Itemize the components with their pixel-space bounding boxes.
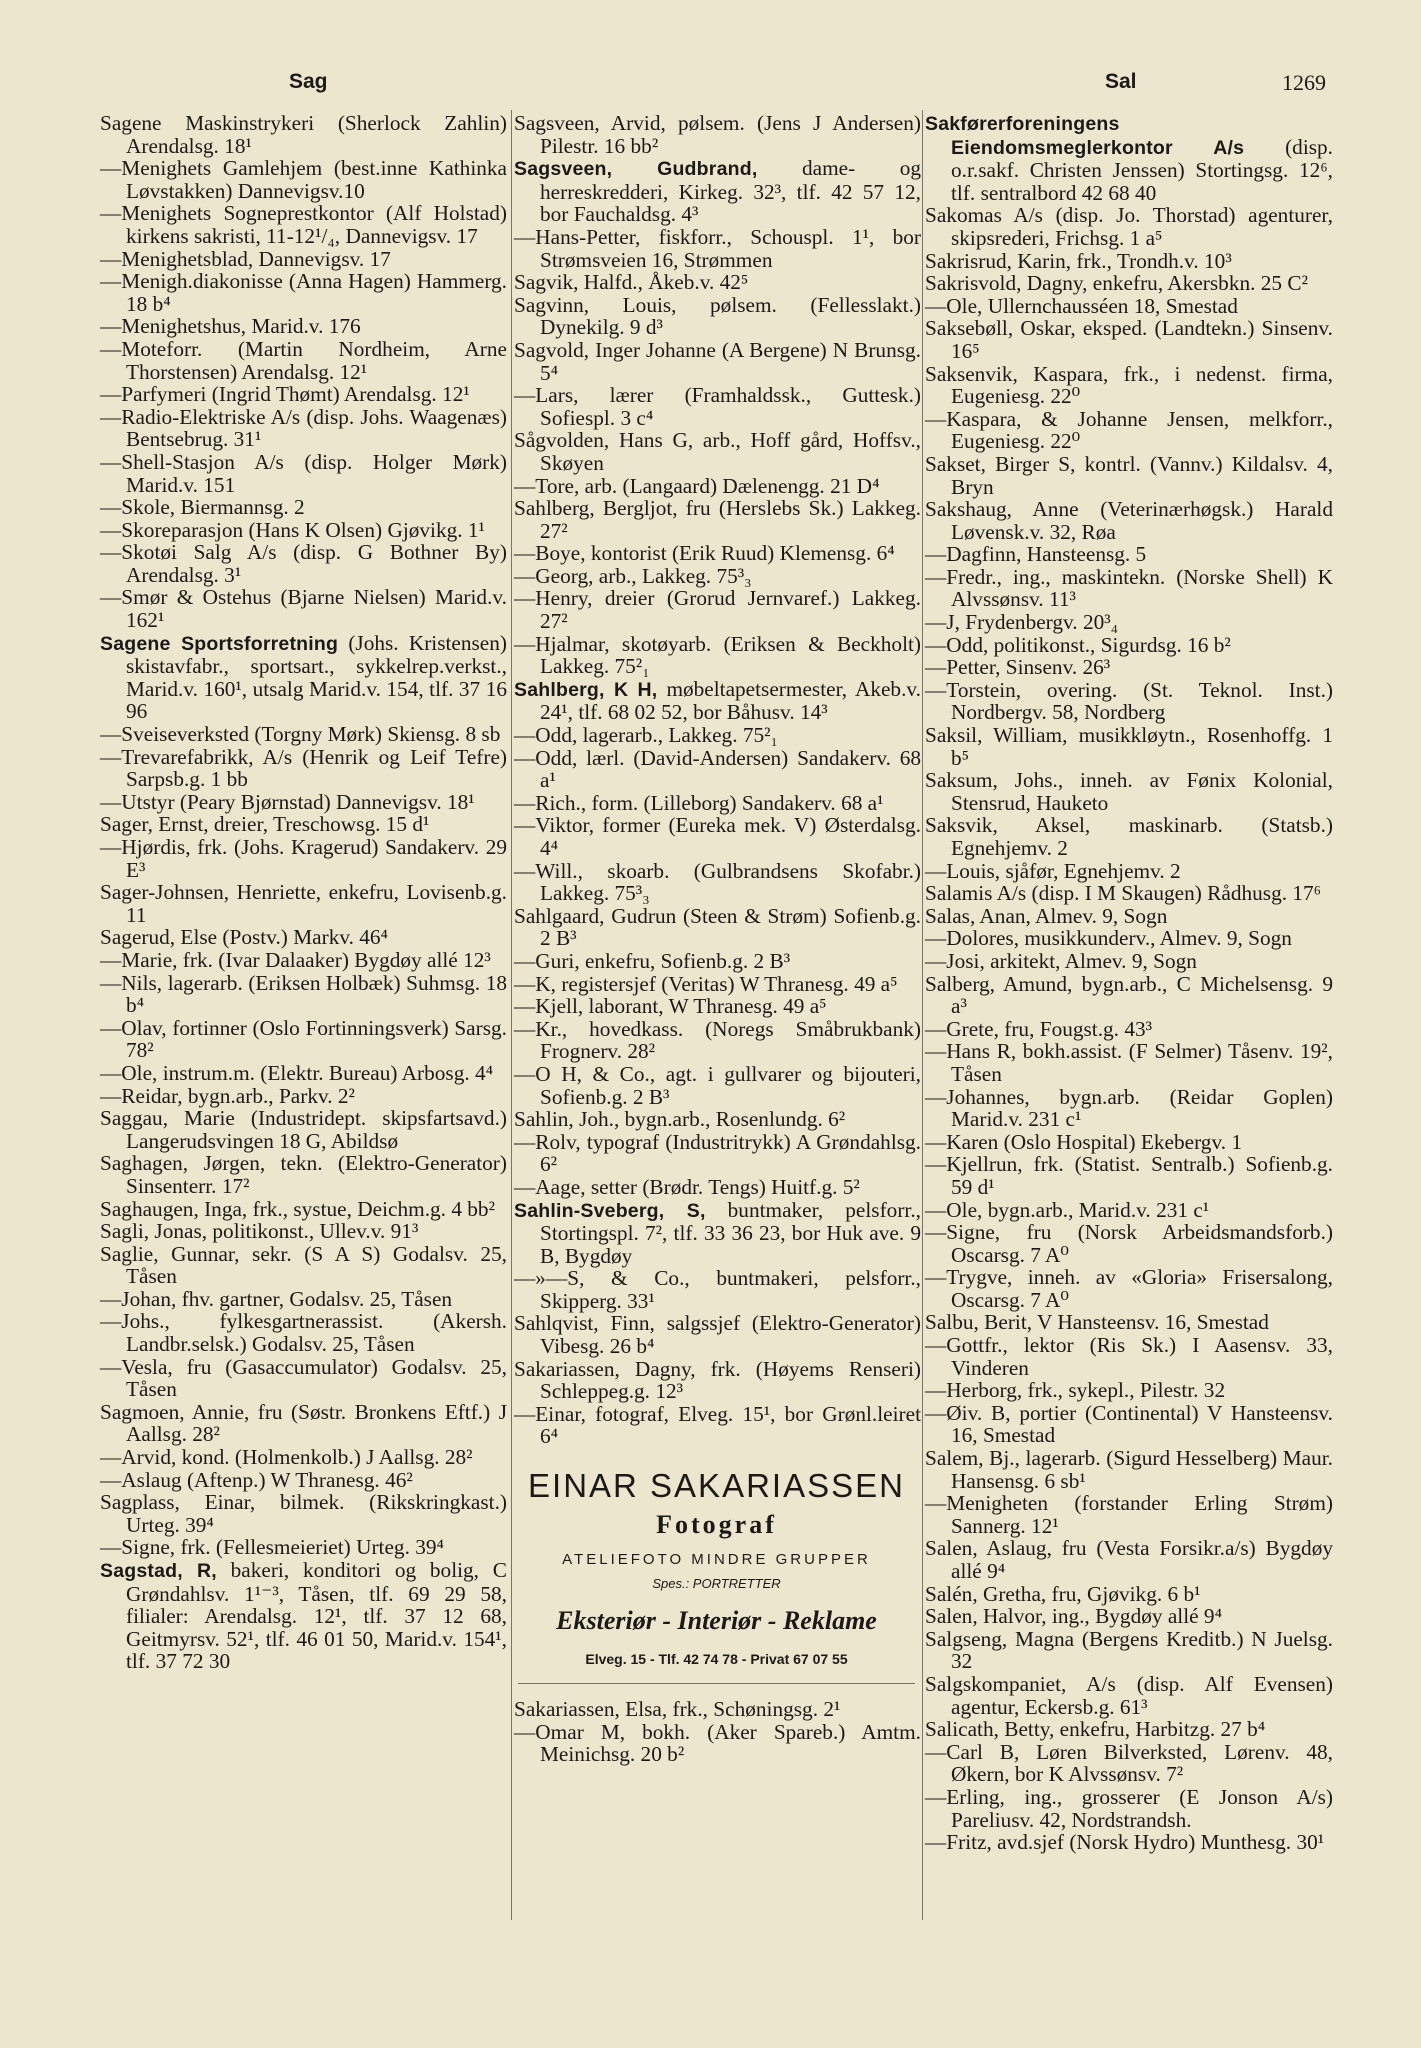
directory-entry: —Aage, setter (Brødr. Tengs) Huitf.g. 5²	[514, 1174, 860, 1199]
directory-entry: —Herborg, frk., sykepl., Pilestr. 32	[925, 1378, 1226, 1403]
directory-entry: Sahlberg, K H, møbeltapetsermester, Akeb.v. 24¹, tlf. 68 02 52, bor Båhusv. 14³	[514, 676, 921, 725]
directory-entry: —Gottfr., lektor (Ris Sk.) I Aasensv. 33, Vinderen	[925, 1333, 1333, 1380]
directory-entry: —Hans-Petter, fiskforr., Schouspl. 1¹, bor Strømsveien 16, Strømmen	[514, 224, 921, 272]
directory-entry: Sakomas A/s (disp. Jo. Thorstad) agenturer, skipsrederi, Frichsg. 1 a⁵	[925, 203, 1333, 250]
directory-entry: Saghaugen, Inga, frk., systue, Deichm.g. 4 bb²	[100, 1196, 495, 1221]
directory-entry: Saggau, Marie (Industridept. skipsfartsavd.) Langerudsvingen 18 G, Abildsø	[100, 1106, 507, 1153]
directory-entry: —Ole, Ullernchausséen 18, Smestad	[925, 293, 1238, 318]
directory-entry: Saksenvik, Kaspara, frk., i nedenst. firma, Eugeniesg. 22⁰	[925, 361, 1333, 409]
directory-entry: —Georg, arb., Lakkeg. 75³₃	[514, 563, 752, 588]
directory-entry: —Petter, Sinsenv. 26³	[925, 655, 1111, 680]
directory-entry: Salen, Aslaug, fru (Vesta Forsikr.a/s) Bygdøy allé 9⁴	[925, 1536, 1333, 1583]
directory-entry: Salem, Bj., lagerarb. (Sigurd Hesselberg) Maur. Hansensg. 6 sb¹	[925, 1446, 1333, 1493]
directory-entry: —Menigheten (forstander Erling Strøm) Sannerg. 12¹	[925, 1491, 1333, 1538]
directory-entry: —Signe, frk. (Fellesmeieriet) Urteg. 39⁴	[100, 1535, 444, 1560]
directory-entry: —Smør & Ostehus (Bjarne Nielsen) Marid.v. 162¹	[100, 585, 507, 633]
directory-entry: —Trevarefabrikk, A/s (Henrik og Leif Tefre) Sarpsb.g. 1 bb	[100, 744, 507, 792]
directory-entry: —Reidar, bygn.arb., Parkv. 2²	[100, 1083, 355, 1108]
directory-entry: —Ole, instrum.m. (Elektr. Bureau) Arbosg. 4⁴	[100, 1060, 494, 1085]
column-1	[100, 112, 507, 1673]
directory-entry: —Johannes, bygn.arb. (Reidar Goplen) Marid.v. 231 c¹	[925, 1084, 1333, 1132]
directory-entry: Sagerud, Else (Postv.) Markv. 46⁴	[100, 925, 388, 950]
directory-entry: —Nils, lagerarb. (Eriksen Holbæk) Suhmsg. 18 b⁴	[100, 970, 507, 1018]
directory-entry: Sakshaug, Anne (Veterinærhøgsk.) Harald Løvensk.v. 32, Røa	[925, 497, 1333, 544]
directory-entry: Saksebøll, Oskar, eksped. (Landtekn.) Sinsenv. 16⁵	[925, 316, 1333, 363]
column-3	[925, 112, 1333, 1854]
directory-entry: —Parfymeri (Ingrid Thømt) Arendalsg. 12¹	[100, 382, 470, 407]
directory-entry: Salbu, Berit, V Hansteensv. 16, Smestad	[925, 1310, 1269, 1335]
directory-entry: —Fritz, avd.sjef (Norsk Hydro) Munthesg. 30¹	[925, 1830, 1325, 1855]
directory-entry: —Menigh.diakonisse (Anna Hagen) Hammerg. 18 b⁴	[100, 269, 507, 316]
directory-entry: Salén, Gretha, fru, Gjøvikg. 6 b¹	[925, 1581, 1201, 1606]
directory-entry: Sakset, Birger S, kontrl. (Vannv.) Kildalsv. 4, Bryn	[925, 451, 1333, 499]
directory-entry: —Olav, fortinner (Oslo Fortinningsverk) Sarsg. 78²	[100, 1015, 507, 1063]
directory-entry: —Trygve, inneh. av «Gloria» Frisersalong, Oscarsg. 7 A⁰	[925, 1265, 1333, 1312]
directory-entry: Sahlgaard, Gudrun (Steen & Strøm) Sofienb.g. 2 B³	[514, 903, 921, 951]
directory-entry: —Vesla, fru (Gasaccumulator) Godalsv. 25, Tåsen	[100, 1354, 507, 1402]
directory-entry: —Will., skoarb. (Gulbrandsens Skofabr.) Lakkeg. 75³₃	[514, 858, 921, 906]
column-2	[514, 112, 921, 1766]
directory-entry: Sakrisrud, Karin, frk., Trondh.v. 10³	[925, 248, 1232, 273]
directory-entry: Sager-Johnsen, Henriette, enkefru, Lovisenb.g. 11	[100, 880, 507, 927]
directory-entry: —Marie, frk. (Ivar Dalaaker) Bygdøy allé 12³	[100, 947, 491, 972]
directory-entry: —Skole, Biermannsg. 2	[100, 495, 305, 520]
directory-entry: —Fredr., ing., maskintekn. (Norske Shell) K Alvssønsv. 11³	[925, 564, 1333, 612]
directory-entry: —Carl B, Løren Bilverksted, Lørenv. 48, Økern, bor K Alvssønsv. 7²	[925, 1739, 1333, 1787]
directory-entry: Sagplass, Einar, bilmek. (Rikskringkast.) Urteg. 39⁴	[100, 1490, 507, 1537]
directory-entry: —Omar M, bokh. (Aker Spareb.) Amtm. Meinichsg. 20 b²	[514, 1719, 921, 1767]
directory-entry: —Kjellrun, frk. (Statist. Sentralb.) Sofienb.g. 59 d¹	[925, 1152, 1333, 1199]
directory-entry: —Hjørdis, frk. (Johs. Kragerud) Sandakerv. 29 E³	[100, 835, 507, 882]
directory-entry: Sagli, Jonas, politikonst., Ullev.v. 91³	[100, 1219, 419, 1244]
ad-contact: Elveg. 15 - Tlf. 42 74 78 - Privat 67 07 55	[585, 1651, 848, 1668]
directory-entry: Sakrisvold, Dagny, enkefru, Akersbkn. 25 C²	[925, 271, 1308, 296]
directory-entry: —Erling, ing., grosserer (E Jonson A/s) Pareliusv. 42, Nordstrandsh.	[925, 1784, 1333, 1832]
directory-entry: Sagvik, Halfd., Åkeb.v. 42⁵	[514, 270, 749, 295]
directory-entry: Sågvolden, Hans G, arb., Hoff gård, Hoffsv., Skøyen	[514, 428, 921, 475]
directory-entry: —Menighetsblad, Dannevigsv. 17	[100, 246, 391, 271]
ad-services: ATELIEFOTO MINDRE GRUPPER	[562, 1550, 871, 1568]
page-number: 1269	[1282, 70, 1326, 95]
directory-entry: Sagmoen, Annie, fru (Søstr. Bronkens Eftf.) J Aallsg. 28²	[100, 1399, 507, 1447]
directory-entry: —Odd, lærl. (David-Andersen) Sandakerv. 68 a¹	[514, 745, 921, 793]
directory-entry: —Menighets Gamlehjem (best.inne Kathinka Løvstakken) Dannevigsv.10	[100, 156, 507, 203]
directory-entry: —Lars, lærer (Framhaldssk., Guttesk.) Sofiespl. 3 c⁴	[514, 383, 921, 430]
directory-entry: —»—S, & Co., buntmakeri, pelsforr., Skipperg. 33¹	[514, 1266, 921, 1313]
advertisement	[518, 1466, 915, 1684]
directory-entry: —Øiv. B, portier (Continental) V Hansteensv. 16, Smestad	[925, 1400, 1333, 1448]
directory-entry: —Skotøi Salg A/s (disp. G Bothner By) Arendalsg. 3¹	[100, 540, 507, 587]
directory-entry: Sahlqvist, Finn, salgssjef (Elektro-Generator) Vibesg. 26 b⁴	[514, 1311, 921, 1359]
ad-name: EINAR SAKARIASSEN	[528, 1467, 905, 1505]
column-divider	[511, 110, 512, 1920]
directory-entry: —Kr., hovedkass. (Noregs Småbrukbank) Frognerv. 28²	[514, 1016, 921, 1064]
directory-entry: Sager, Ernst, dreier, Treschowsg. 15 d¹	[100, 812, 430, 837]
directory-entry: —Torstein, overing. (St. Teknol. Inst.) Nordbergv. 58, Nordberg	[925, 677, 1333, 725]
directory-entry: —Signe, fru (Norsk Arbeidsmandsforb.) Oscarsg. 7 A⁰	[925, 1220, 1333, 1267]
directory-entry: Sagene Sportsforretning (Johs. Kristensen) skistavfabr., sportsart., sykkelrep.verkst., Marid.v. 160¹, utsalg Marid.v. 154, tlf. 37 16 96	[100, 630, 507, 724]
directory-entry: Saghagen, Jørgen, tekn. (Elektro-Generator) Sinsenterr. 17²	[100, 1151, 507, 1198]
ad-specialty: Spes.: PORTRETTER	[652, 1576, 781, 1592]
running-head-left: Sag	[289, 70, 328, 93]
directory-entry: —Radio-Elektriske A/s (disp. Johs. Waagenæs) Bentsebrug. 31¹	[100, 404, 507, 452]
directory-entry: —Grete, fru, Fougst.g. 43³	[925, 1016, 1153, 1041]
directory-entry: —Viktor, former (Eureka mek. V) Østerdalsg. 4⁴	[514, 813, 921, 860]
directory-entry: —Dagfinn, Hansteensg. 5	[925, 542, 1147, 567]
directory-entry: —Guri, enkefru, Sofienb.g. 2 B³	[514, 948, 791, 973]
directory-entry: Sakførerforeningens Eiendomsmeglerkontor A/s (disp. o.r.sakf. Christen Jenssen) Stortingsg. 12⁶, tlf. sentralbord 42 68 40	[925, 113, 1334, 205]
ad-subtitle: Fotograf	[656, 1510, 777, 1540]
directory-entry: Saglie, Gunnar, sekr. (S A S) Godalsv. 25, Tåsen	[100, 1241, 507, 1289]
directory-entry: —O H, & Co., agt. i gullvarer og bijouteri, Sofienb.g. 2 B³	[514, 1061, 921, 1109]
directory-entry: Sakariassen, Elsa, frk., Schøningsg. 2¹	[514, 1697, 841, 1721]
directory-entry: Salamis A/s (disp. I M Skaugen) Rådhusg. 17⁶	[925, 881, 1322, 906]
directory-entry: —K, registersjef (Veritas) W Thranesg. 49 a⁵	[514, 971, 898, 996]
directory-entry: Sagsveen, Gudbrand, dame- og herreskredderi, Kirkeg. 32³, tlf. 42 57 12, bor Fauchaldsg. 4³	[514, 156, 921, 227]
page-header	[0, 70, 1421, 100]
directory-entry: Salberg, Amund, bygn.arb., C Michelsensg. 9 a³	[925, 971, 1333, 1019]
directory-entry: —Shell-Stasjon A/s (disp. Holger Mørk) Marid.v. 151	[100, 449, 507, 497]
directory-entry: —Tore, arb. (Langaard) Dælenengg. 21 D⁴	[514, 473, 880, 498]
directory-entry: —Aslaug (Aftenp.) W Thranesg. 46²	[100, 1467, 413, 1492]
directory-entry: —Boye, kontorist (Erik Ruud) Klemensg. 6⁴	[514, 541, 895, 566]
directory-entry: —Rich., form. (Lilleborg) Sandakerv. 68 a¹	[514, 790, 884, 815]
directory-entry: Saksum, Johs., inneh. av Fønix Kolonial, Stensrud, Hauketo	[925, 768, 1333, 815]
directory-entry: —Sveiseverksted (Torgny Mørk) Skiensg. 8 sb	[100, 722, 501, 747]
ad-categories: Eksteriør - Interiør - Reklame	[556, 1605, 877, 1635]
directory-entry: Sagene Maskinstrykeri (Sherlock Zahlin) Arendalsg. 18¹	[100, 111, 507, 158]
directory-entry: Sakariassen, Dagny, frk. (Høyems Renseri) Schleppeg.g. 12³	[514, 1356, 921, 1404]
directory-entry: —Menighetshus, Marid.v. 176	[100, 314, 361, 339]
directory-entry: —Hjalmar, skotøyarb. (Eriksen & Beckholt) Lakkeg. 75²₁	[514, 631, 921, 679]
directory-entry: —Einar, fotograf, Elveg. 15¹, bor Grønl.leiret 6⁴	[514, 1401, 921, 1449]
directory-entry: —Johan, fhv. gartner, Godalsv. 25, Tåsen	[100, 1286, 453, 1311]
running-head-right: Sal	[1105, 70, 1137, 93]
directory-entry: —Dolores, musikkunderv., Almev. 9, Sogn	[925, 926, 1292, 951]
directory-entry: Salicath, Betty, enkefru, Harbitzg. 27 b⁴	[925, 1717, 1266, 1742]
directory-entry: Sahlin-Sveberg, S, buntmaker, pelsforr., Stortingspl. 7², tlf. 33 36 23, bor Huk ave. 9 B, Bygdøy	[514, 1197, 921, 1268]
directory-entry: —Rolv, typograf (Industritrykk) A Grøndahlsg. 6²	[514, 1129, 921, 1177]
directory-entry: —Odd, politikonst., Sigurdsg. 16 b²	[925, 632, 1231, 657]
directory-entry: Salen, Halvor, ing., Bygdøy allé 9⁴	[925, 1604, 1222, 1629]
directory-entry: —Moteforr. (Martin Nordheim, Arne Thorstensen) Arendalsg. 12¹	[100, 336, 507, 384]
directory-entry: —Kaspara, & Johanne Jensen, melkforr., Eugeniesg. 22⁰	[925, 406, 1333, 454]
directory-entry: Salgseng, Magna (Bergens Kreditb.) N Juelsg. 32	[925, 1626, 1333, 1674]
directory-entry: Sahlin, Joh., bygn.arb., Rosenlundg. 6²	[514, 1107, 846, 1132]
directory-entry: —Henry, dreier (Grorud Jernvaref.) Lakkeg. 27²	[514, 586, 921, 634]
directory-entry: Salas, Anan, Almev. 9, Sogn	[925, 903, 1168, 928]
directory-entry: Sagsveen, Arvid, pølsem. (Jens J Andersen) Pilestr. 16 bb²	[514, 111, 921, 158]
directory-entry: —Arvid, kond. (Holmenkolb.) J Aallsg. 28²	[100, 1445, 473, 1470]
directory-entry: —Skoreparasjon (Hans K Olsen) Gjøvikg. 1¹	[100, 517, 485, 542]
directory-entry: Sagvold, Inger Johanne (A Bergene) N Brunsg. 5⁴	[514, 337, 921, 385]
directory-entry: —Utstyr (Peary Bjørnstad) Dannevigsv. 18¹	[100, 789, 475, 814]
directory-entry: Sahlberg, Bergljot, fru (Herslebs Sk.) Lakkeg. 27²	[514, 496, 921, 543]
directory-entry: —Hans R, bokh.assist. (F Selmer) Tåsenv. 19², Tåsen	[925, 1039, 1333, 1086]
directory-entry: Sagstad, R, bakeri, konditori og bolig, C Grøndahlsv. 1¹⁻³, Tåsen, tlf. 69 29 58, filialer: Arendalsg. 12¹, tlf. 37 12 68, Geitmyrsv. 52¹, tlf. 46 01 50, Marid.v. 154¹, tlf. 37 72 30	[100, 1558, 507, 1674]
directory-entry: —Kjell, laborant, W Thranesg. 49 a⁵	[514, 994, 827, 1019]
directory-entry: Saksil, William, musikkløytn., Rosenhoffg. 1 b⁵	[925, 723, 1333, 770]
column-divider	[922, 110, 923, 1920]
directory-entry: Saksvik, Aksel, maskinarb. (Statsb.) Egnehjemv. 2	[925, 813, 1333, 860]
directory-entry: —Johs., fylkesgartnerassist. (Akersh. Landbr.selsk.) Godalsv. 25, Tåsen	[100, 1309, 507, 1357]
directory-entry: Salgskompaniet, A/s (disp. Alf Evensen) agentur, Eckersb.g. 61³	[925, 1671, 1333, 1719]
directory-entry: —Odd, lagerarb., Lakkeg. 75²₁	[514, 723, 778, 748]
directory-entry: —Josi, arkitekt, Almev. 9, Sogn	[925, 948, 1197, 973]
directory-entry: Sagvinn, Louis, pølsem. (Fellesslakt.) Dynekilg. 9 d³	[514, 292, 921, 340]
directory-entry: —Karen (Oslo Hospital) Ekebergv. 1	[925, 1129, 1243, 1154]
directory-entry: —Menighets Sogneprestkontor (Alf Holstad) kirkens sakristi, 11-12¹/₄, Dannevigsv. 17	[100, 201, 507, 248]
directory-entry: —Louis, sjåfør, Egnehjemv. 2	[925, 858, 1181, 883]
directory-entry: —Ole, bygn.arb., Marid.v. 231 c¹	[925, 1197, 1210, 1222]
directory-entry: —J, Frydenbergv. 20³₄	[925, 610, 1119, 635]
